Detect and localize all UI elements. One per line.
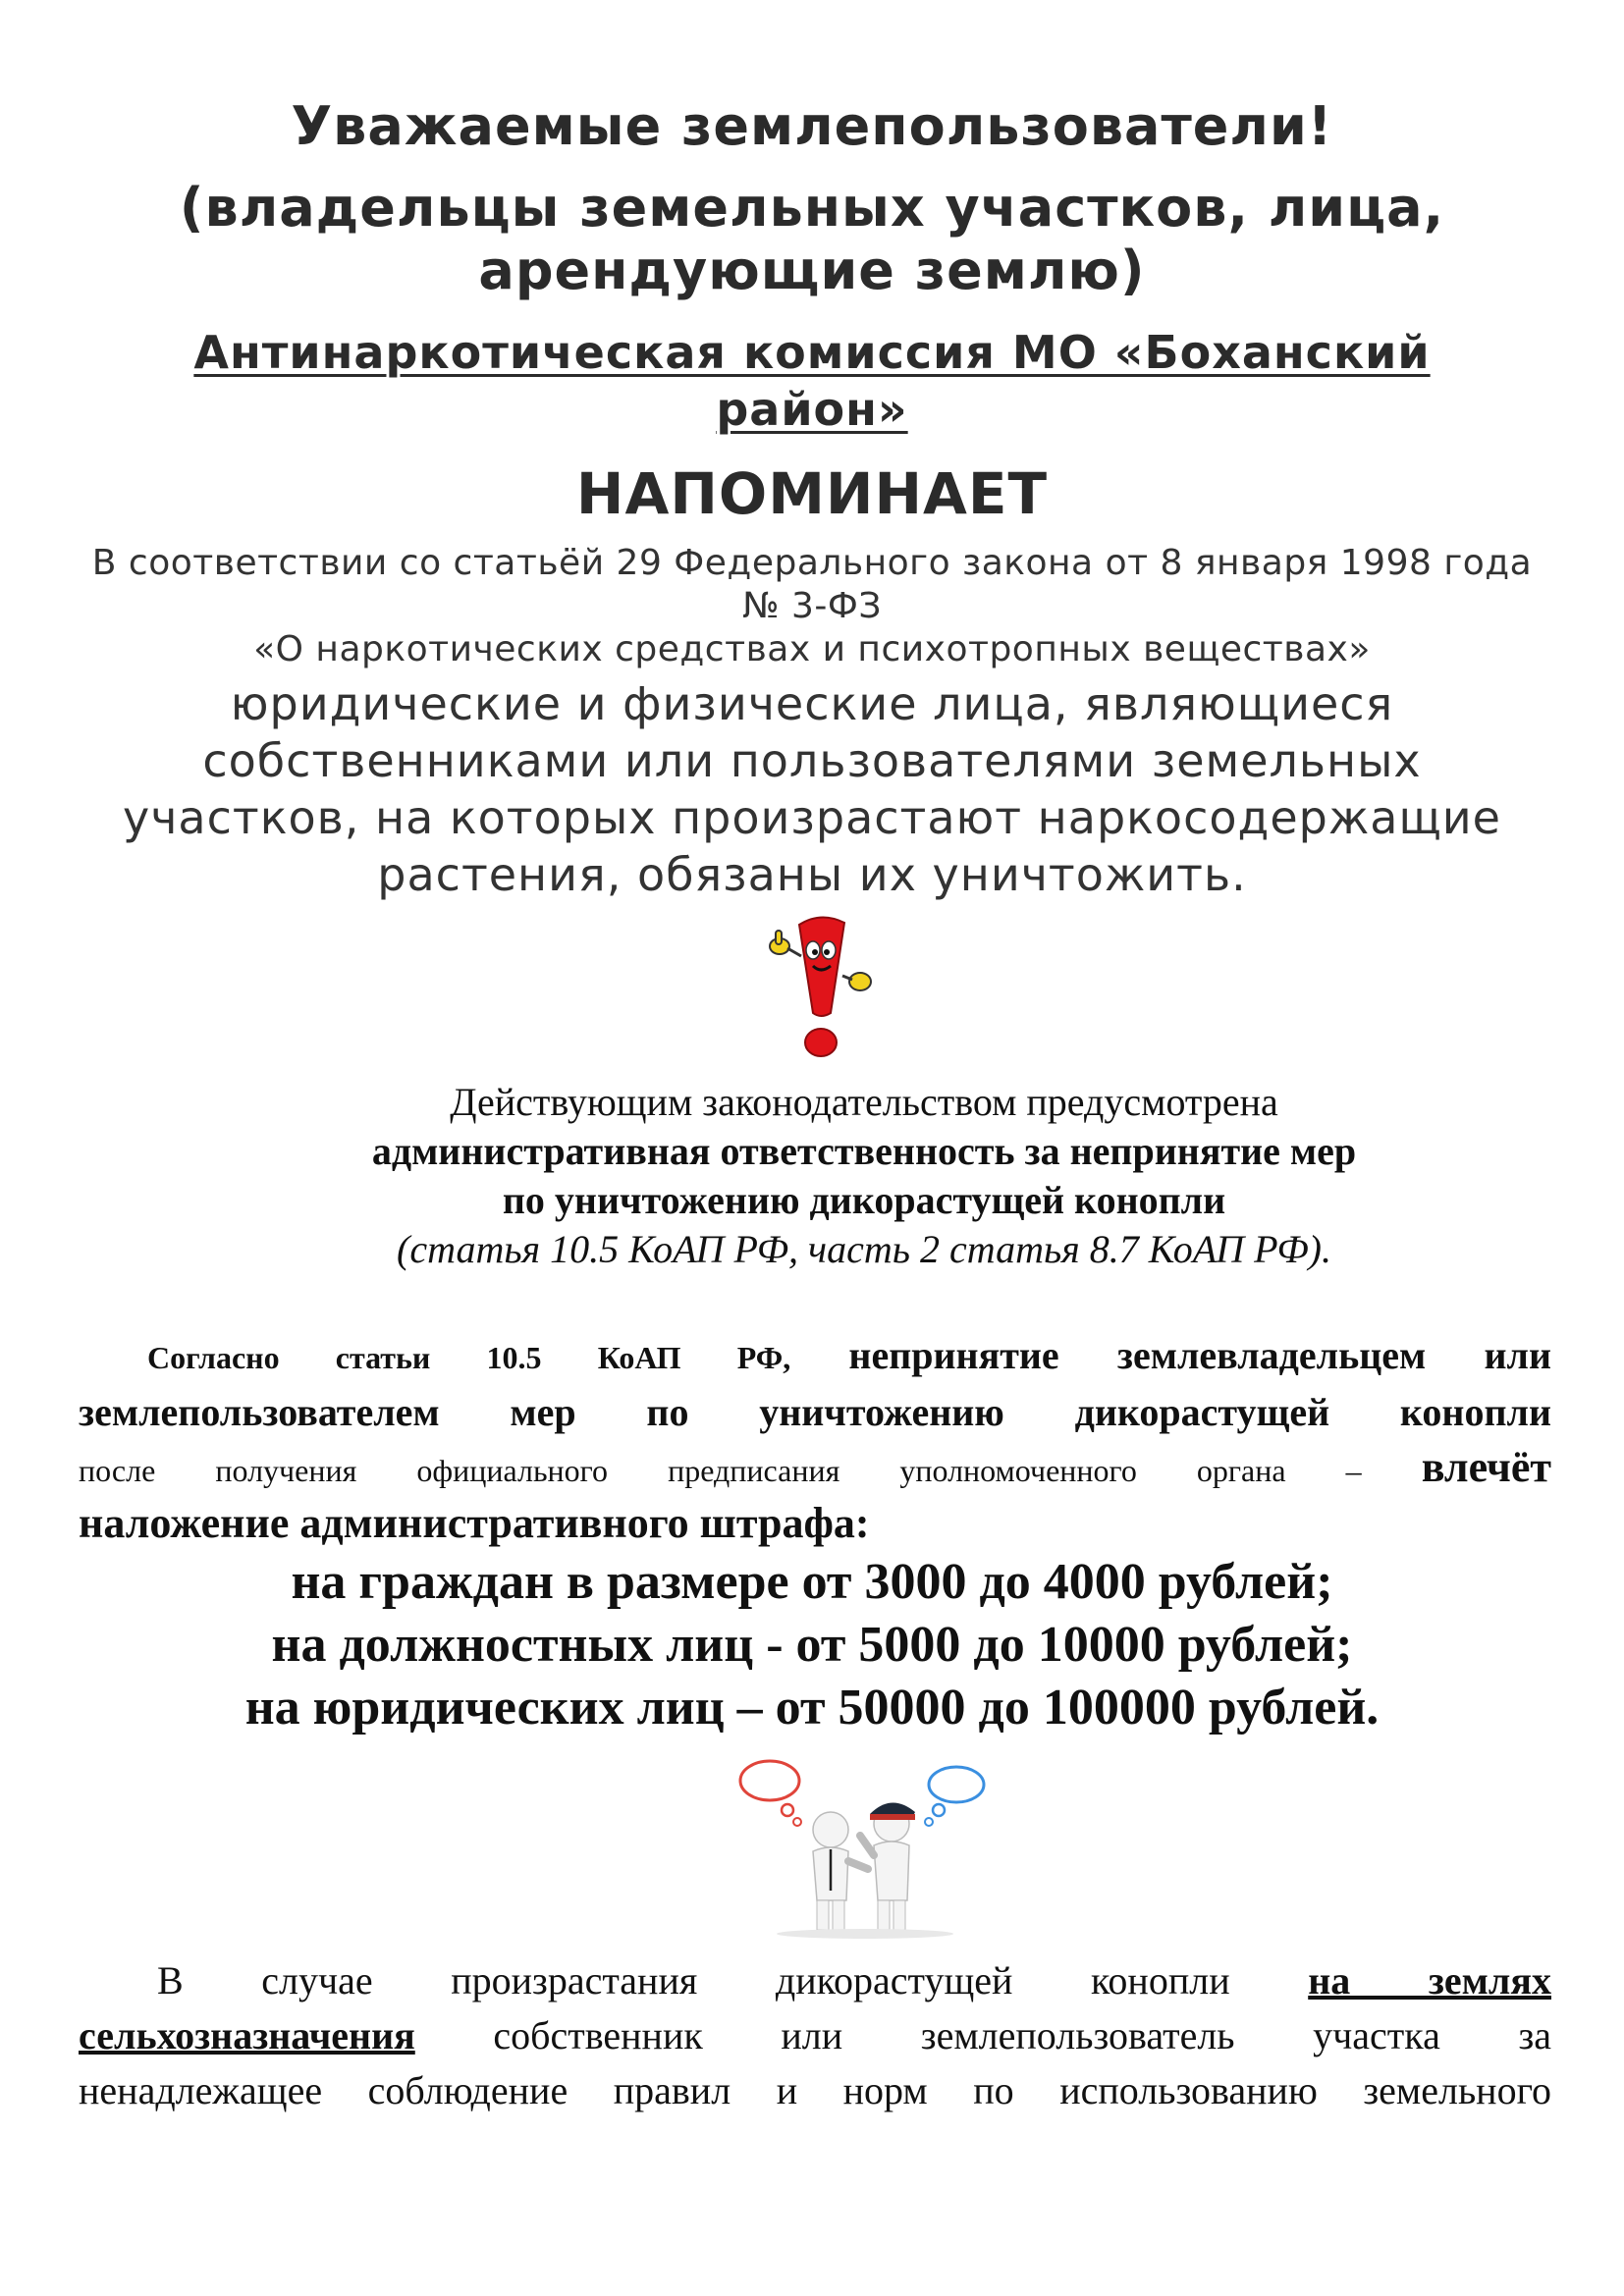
mascot-right-hand xyxy=(842,973,871,990)
liability-block xyxy=(295,1078,1434,1274)
fine-citizens: на граждан в размере от 3000 до 4000 рублей; xyxy=(291,1554,1333,1610)
article-line1 xyxy=(79,1327,1551,1386)
article-lead: Согласно статьи 10.5 КоАП РФ, xyxy=(147,1340,791,1375)
fine-officials: на должностных лиц - от 5000 до 10000 рублей; xyxy=(271,1617,1353,1673)
article-line2: землепользователем мер по уничтожению дикорастущей конопли xyxy=(79,1390,1551,1434)
fine-legal-entities: на юридических лиц – от 50000 до 100000 рублей. xyxy=(244,1680,1380,1735)
closing-b1: сельхозназначения xyxy=(79,2013,415,2057)
closing-line1 xyxy=(79,1953,1551,2008)
law-statement: юридические и физические лица, являющиеся собственниками или пользователями земельных участков, на которых произрастают наркосодержащие растения, обязаны их уничтожить. xyxy=(123,677,1501,901)
article-line4: наложение административного штрафа: xyxy=(79,1499,870,1547)
figure-left xyxy=(813,1812,868,1930)
closing-b2: собственник или землепользователь участка за xyxy=(493,2013,1552,2057)
article-bold1: непринятие землевладельцем или xyxy=(848,1333,1552,1377)
law-title: «О наркотических средствах и психотропных веществах» xyxy=(253,629,1371,669)
mascot-left-hand xyxy=(770,931,801,956)
article-after: после получения официального предписания уполномоченного органа – xyxy=(79,1453,1362,1488)
reminds-heading: НАПОМИНАЕТ xyxy=(575,460,1049,527)
article-entails: влечёт xyxy=(1421,1443,1551,1491)
people-talking-illustration xyxy=(723,1753,1007,1940)
liability-line3: по уничтожению дикорастущей конопли xyxy=(502,1178,1226,1222)
liability-line1: Действующим законодательством предусмотрена xyxy=(450,1080,1278,1124)
exclamation-mascot-icon xyxy=(762,911,880,1068)
liability-line2: административная ответственность за непринятие мер xyxy=(371,1129,1357,1173)
closing-line3: ненадлежащее соблюдение правил и норм по использованию земельного xyxy=(79,2068,1551,2112)
fines-list xyxy=(0,1551,1624,1739)
closing-line2 xyxy=(79,2008,1551,2063)
law-intro: В соответствии со статьёй 29 Федерального закона от 8 января 1998 года № 3-ФЗ xyxy=(91,543,1533,626)
commission-name: Антинаркотическая комиссия МО «Боханский район» xyxy=(193,326,1431,436)
article-line3 xyxy=(79,1439,1551,1499)
title-greeting: Уважаемые землепользователи! xyxy=(291,95,1333,157)
closing-a2: на землях xyxy=(1308,1958,1551,2002)
liability-articles: (статья 10.5 КоАП РФ, часть 2 статья 8.7 КоАП РФ). xyxy=(397,1227,1331,1271)
closing-a1: В случае произрастания дикорастущей конопли xyxy=(157,1958,1230,2002)
law-block xyxy=(88,542,1536,903)
title-audience: (владельцы земельных участков, лица, арендующие землю) xyxy=(179,177,1445,301)
